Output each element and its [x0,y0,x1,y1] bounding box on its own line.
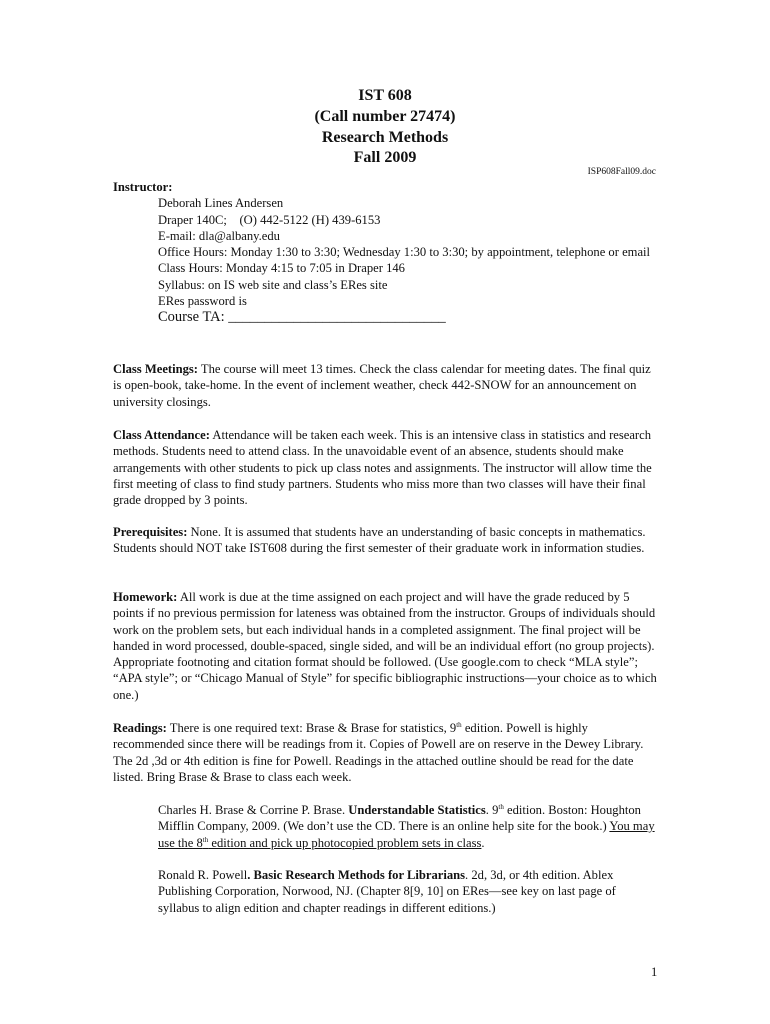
document-filename: ISP608Fall09.doc [587,167,656,177]
class-attendance-section [113,427,658,508]
instructor-name: Deborah Lines Andersen [158,196,284,211]
homework-label: Homework: [113,590,178,604]
reference-powell-title: . Basic Research Methods for Librarians [247,868,466,882]
prerequisites-text: None. It is assumed that students have an understanding of basic concepts in mathematics. Students should NOT take IST608 during the first semester of their graduate work in information studies. [113,525,646,556]
course-code: IST 608 [358,87,412,104]
instructor-email: E-mail: dla@albany.edu [158,228,280,243]
course-name: Research Methods [321,128,449,146]
class-attendance-text: Attendance will be taken each week. This is an intensive class in statistics and research methods. Students need to attend class. In the unavoidable event of an absence, students should make arrangements with other students to pick up class notes and assignments. The instructor will allow time the first meeting of class to find study partners. Students who miss more than two classes will have their final grade dropped by 3 points. [113,428,652,508]
prerequisites-label: Prerequisites: [113,525,188,539]
instructor-heading: Instructor: [113,180,173,194]
document-title [0,86,770,169]
page-number: 1 [651,965,658,979]
reference-powell-rest: . 2d, 3d, or 4th edition. Ablex Publishing Corporation, Norwood, NJ. (Chapter 8[9, 10] on ERes—see key on last page of syllabus to align edition and chapter readings in different editions.) [158,868,616,915]
reference-powell-authors: Ronald R. Powell [158,868,248,882]
readings-text-2: edition. Powell is highly recommended since there will be readings from it. Copies of Powell are on reserve in the Dewey Library. The 2d ,3d or 4th edition is fine for Powell. Readings in the attached outline should be read for the date listed. Bring Brase & Brase to class each week. [113,721,644,784]
reference-brase-title: Understandable Statistics [348,803,486,817]
class-attendance-label: Class Attendance: [113,428,210,442]
syllabus-location: Syllabus: on IS web site and class’s ERes site [158,277,388,292]
readings-text-1: There is one required text: Brase & Brase for statistics, 9 [166,721,457,735]
reference-brase-edition-sup: th [498,803,504,811]
reference-brase-note: You may use the 8th edition and pick up photocopied problem sets in class [158,819,655,850]
course-ta: Course TA: ______________________________ [158,309,446,326]
call-number: (Call number 27474) [314,107,456,125]
reference-brase-end: . [481,835,485,850]
reference-brase-authors: Charles H. Brase & Corrine P. Brase. [158,803,349,817]
readings-superscript: th [456,721,462,729]
eres-password: ERes password is [158,294,247,309]
class-meetings-label: Class Meetings: [113,362,198,376]
reference-powell [158,867,658,916]
instructor-office-phone: Draper 140C; (O) 442-5122 (H) 439-6153 [158,212,381,227]
prerequisites-section [113,524,658,557]
reference-brase-edition: . 9 [485,803,499,817]
reference-brase-rest: edition. Boston: Houghton Mifflin Company, 2009. (We don’t use the CD. There is an online help site for the book.) [158,803,641,834]
term: Fall 2009 [353,149,417,167]
class-meetings-section [113,361,658,410]
class-hours: Class Hours: Monday 4:15 to 7:05 in Draper 146 [158,261,405,276]
instructor-block [113,179,658,326]
readings-section [113,720,658,785]
homework-section [113,589,658,703]
instructor-office-hours: Office Hours: Monday 1:30 to 3:30; Wednesday 1:30 to 3:30; by appointment, telephone or email [158,245,651,260]
readings-label: Readings: [113,721,167,735]
homework-text: All work is due at the time assigned on each project and will have the grade reduced by 5 points if no previous permission for lateness was obtained from the instructor. Groups of individuals should work on the problem sets, but each individual hands in a completed assignment. The final project will be handed in word processed, double-spaced, single sided, and will be an individual effort (no group projects). Appropriate footnoting and citation format should be followed. (Use google.com to check “MLA style”; “APA style”; or “Chicago Manual of Style” for specific bibliographic instructions—your choice as to which one.) [113,590,657,702]
class-meetings-text: The course will meet 13 times. Check the class calendar for meeting dates. The final quiz is open-book, take-home. In the event of inclement weather, check 442-SNOW for an announcement on university closings. [113,362,651,409]
reference-brase [158,802,658,851]
